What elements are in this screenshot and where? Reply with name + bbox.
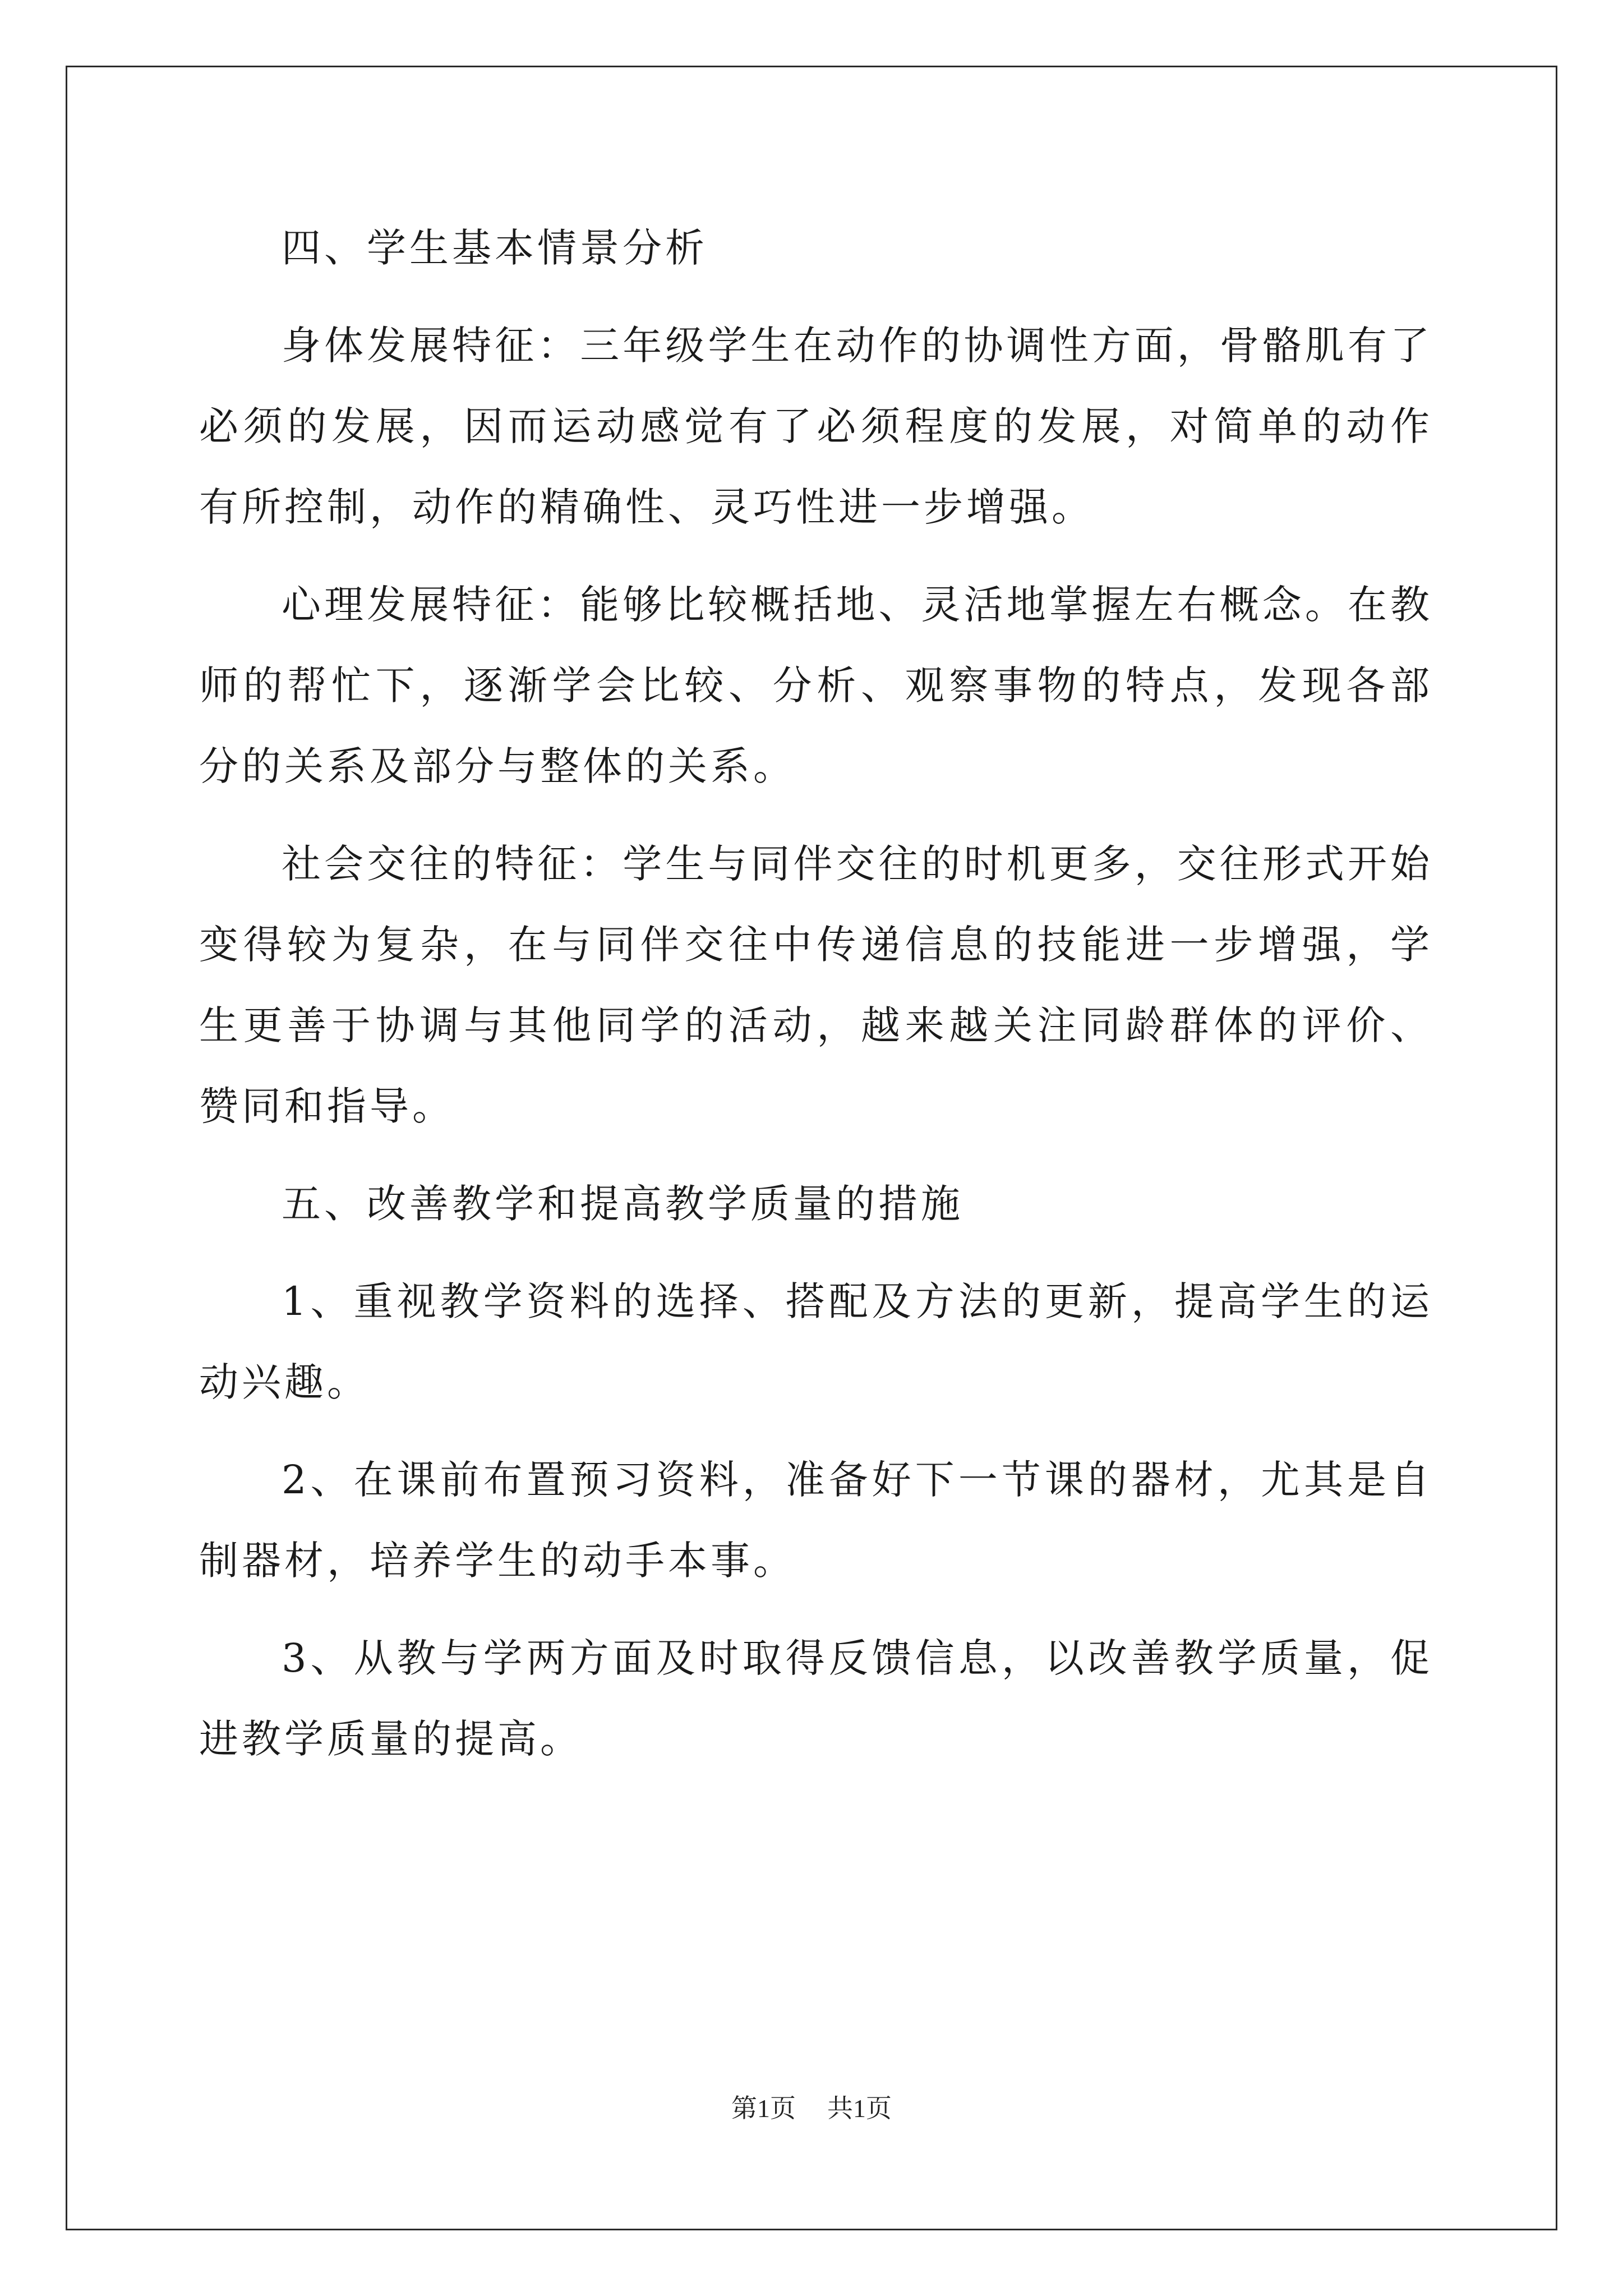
measure-item-1: 1、重视教学资料的选择、搭配及方法的更新，提高学生的运动兴趣。 [199, 1278, 1433, 1405]
page-footer [0, 2088, 1623, 2125]
measure-item-2: 2、在课前布置预习资料，准备好下一节课的器材，尤其是自制器材，培养学生的动手本事。 [199, 1457, 1433, 1584]
page-number-total: 共1页 [827, 2094, 892, 2123]
page-number-current: 第1页 [731, 2094, 796, 2123]
measure-item-3: 3、从教与学两方面及时取得反馈信息，以改善教学质量，促进教学质量的提高。 [199, 1635, 1433, 1762]
document-body [199, 208, 1433, 1779]
paragraph-physical: 身体发展特征：三年级学生在动作的协调性方面，骨骼肌有了必须的发展，因而运动感觉有了必须程度的发展，对简单的动作有所控制，动作的精确性、灵巧性进一步增强。 [199, 323, 1433, 530]
paragraph-social: 社会交往的特征：学生与同伴交往的时机更多，交往形式开始变得较为复杂，在与同伴交往中传递信息的技能进一步增强，学生更善于协调与其他同学的活动，越来越关注同龄群体的评价、赞同和指导。 [199, 841, 1433, 1129]
section-heading-5: 五、改善教学和提高教学质量的措施 [282, 1181, 963, 1227]
section-heading-4: 四、学生基本情景分析 [282, 225, 708, 271]
paragraph-psychological: 心理发展特征：能够比较概括地、灵活地掌握左右概念。在教师的帮忙下，逐渐学会比较、分析、观察事物的特点，发现各部分的关系及部分与整体的关系。 [199, 582, 1433, 789]
